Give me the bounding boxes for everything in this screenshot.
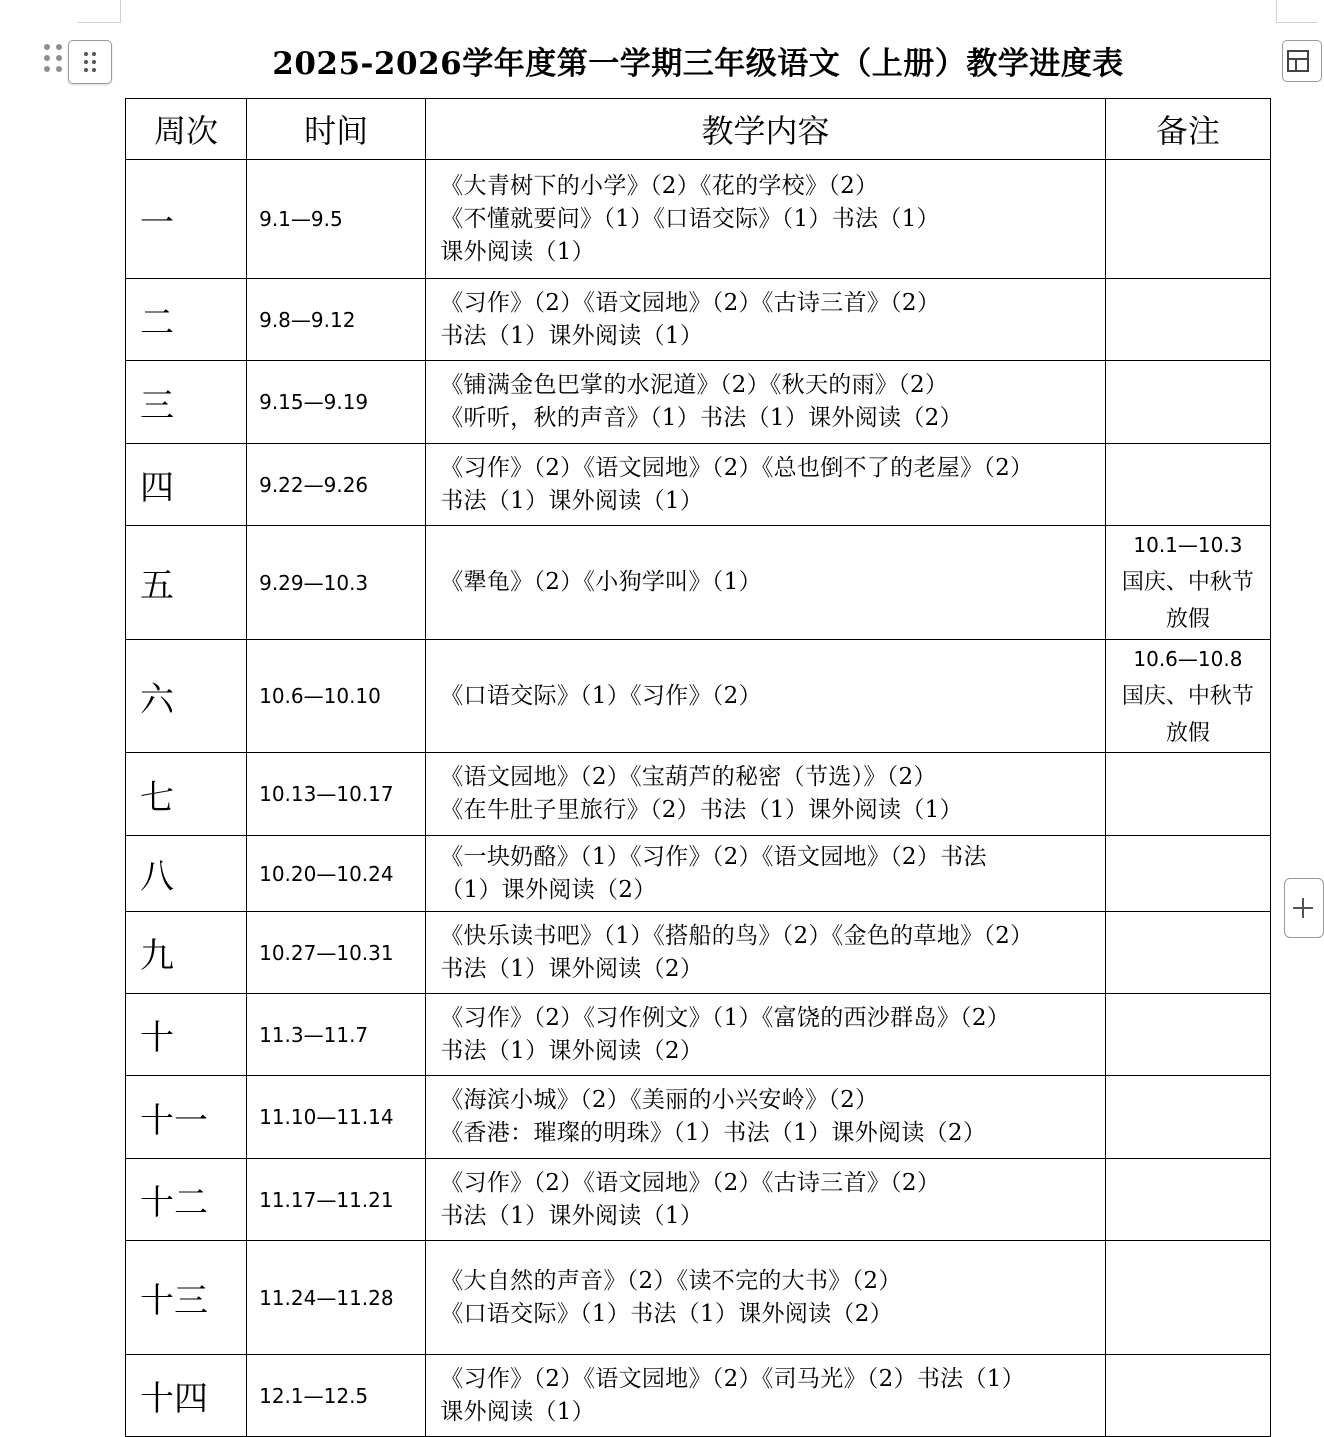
week-cell[interactable]: 十三 xyxy=(126,1241,247,1355)
note-cell[interactable] xyxy=(1105,640,1270,753)
content-cell[interactable] xyxy=(426,160,1106,279)
content-line: 《语文园地》（2）《宝葫芦的秘密（节选）》（2） xyxy=(440,764,937,790)
header-week[interactable]: 周次 xyxy=(126,99,247,160)
week-cell[interactable]: 十二 xyxy=(126,1159,247,1241)
content-cell[interactable] xyxy=(426,361,1106,444)
week-cell[interactable]: 十四 xyxy=(126,1355,247,1437)
content-cell[interactable] xyxy=(426,279,1106,361)
table-move-icon xyxy=(83,51,97,73)
content-line: 《不懂就要问》（1）《口语交际》（1）书法（1） xyxy=(440,205,940,232)
time-cell[interactable]: 11.17—11.21 xyxy=(247,1159,426,1241)
table-row xyxy=(126,526,1271,640)
content-line: 《犟龟》（2）《小狗学叫》（1） xyxy=(440,569,762,595)
table-row xyxy=(126,836,1271,912)
note-cell[interactable] xyxy=(1105,1241,1270,1355)
time-cell[interactable]: 9.29—10.3 xyxy=(247,526,426,640)
content-cell[interactable] xyxy=(426,1241,1106,1355)
note-text: 国庆、中秋节 xyxy=(1121,570,1254,595)
table-row xyxy=(126,279,1271,361)
week-cell[interactable]: 七 xyxy=(126,753,247,836)
note-cell[interactable] xyxy=(1105,753,1270,836)
content-line: 《大青树下的小学》（2）《花的学校》（2） xyxy=(440,172,879,199)
note-cell[interactable] xyxy=(1105,994,1270,1076)
note-cell[interactable] xyxy=(1105,160,1270,279)
side-panel-icon xyxy=(1287,47,1309,75)
time-cell[interactable]: 10.27—10.31 xyxy=(247,912,426,994)
content-line: 书法（1）课外阅读（1） xyxy=(440,322,704,349)
week-cell[interactable]: 二 xyxy=(126,279,247,361)
note-text: 放假 xyxy=(1165,607,1210,632)
content-cell[interactable] xyxy=(426,640,1106,753)
content-line: 《习作》（2）《语文园地》（2）《古诗三首》（2） xyxy=(440,1169,941,1196)
content-line: 《铺满金色巴掌的水泥道》（2）《秋天的雨》（2） xyxy=(440,372,949,398)
table-row xyxy=(126,160,1271,279)
side-panel-button[interactable] xyxy=(1282,40,1322,82)
table-row xyxy=(126,1076,1271,1159)
week-cell[interactable]: 三 xyxy=(126,361,247,444)
content-line: 书法（1）课外阅读（1） xyxy=(440,1202,704,1229)
content-line: 《快乐读书吧》（1）《搭船的鸟》（2）《金色的草地》（2） xyxy=(440,922,1034,949)
content-line: 《习作》（2）《语文园地》（2）《古诗三首》（2） xyxy=(440,289,941,316)
time-cell[interactable]: 10.6—10.10 xyxy=(247,640,426,753)
note-cell[interactable] xyxy=(1105,912,1270,994)
note-date: 10.6—10.8 xyxy=(1133,646,1243,671)
content-cell[interactable] xyxy=(426,444,1106,526)
drag-dots-icon[interactable] xyxy=(44,44,64,76)
plus-icon xyxy=(1291,896,1315,920)
week-cell[interactable]: 一 xyxy=(126,160,247,279)
time-cell[interactable]: 11.10—11.14 xyxy=(247,1076,426,1159)
table-row xyxy=(126,994,1271,1076)
note-text: 国庆、中秋节 xyxy=(1121,683,1254,709)
table-row xyxy=(126,640,1271,753)
note-cell[interactable] xyxy=(1105,1076,1270,1159)
schedule-table xyxy=(125,98,1271,1437)
table-row xyxy=(126,361,1271,444)
table-move-handle[interactable] xyxy=(68,40,112,84)
content-line: 《一块奶酪》（1）《习作》（2）《语文园地》（2）书法 xyxy=(440,843,987,870)
note-cell[interactable] xyxy=(1105,836,1270,912)
note-cell[interactable] xyxy=(1105,279,1270,361)
time-cell[interactable]: 10.20—10.24 xyxy=(247,836,426,912)
week-cell[interactable]: 十 xyxy=(126,994,247,1076)
page-corner-mark-right xyxy=(1276,0,1317,23)
content-line: 《习作》（2）《语文园地》（2）《总也倒不了的老屋》（2） xyxy=(440,454,1034,481)
content-cell[interactable] xyxy=(426,994,1106,1076)
table-row xyxy=(126,444,1271,526)
content-cell[interactable] xyxy=(426,1076,1106,1159)
time-cell[interactable]: 9.15—9.19 xyxy=(247,361,426,444)
week-cell[interactable]: 九 xyxy=(126,912,247,994)
content-line: 《口语交际》（1）《习作》（2） xyxy=(440,682,762,709)
header-time[interactable]: 时间 xyxy=(247,99,426,160)
time-cell[interactable]: 9.22—9.26 xyxy=(247,444,426,526)
content-line: 书法（1）课外阅读（1） xyxy=(440,487,704,514)
week-cell[interactable]: 四 xyxy=(126,444,247,526)
note-cell[interactable] xyxy=(1105,526,1270,640)
time-cell[interactable]: 11.24—11.28 xyxy=(247,1241,426,1355)
content-line: 《香港：璀璨的明珠》（1）书法（1）课外阅读（2） xyxy=(440,1120,987,1146)
content-line: 《在牛肚子里旅行》（2）书法（1）课外阅读（1） xyxy=(440,797,963,823)
content-line: （1）课外阅读（2） xyxy=(440,876,657,903)
page-corner-mark-left xyxy=(78,0,121,23)
week-cell[interactable]: 六 xyxy=(126,640,247,753)
content-line: 课外阅读（1） xyxy=(440,238,595,265)
content-cell[interactable] xyxy=(426,912,1106,994)
note-cell[interactable] xyxy=(1105,1159,1270,1241)
note-date: 10.1—10.3 xyxy=(1133,533,1243,557)
table-body xyxy=(126,160,1271,1437)
time-cell[interactable]: 11.3—11.7 xyxy=(247,994,426,1076)
content-cell[interactable] xyxy=(426,526,1106,640)
note-cell[interactable] xyxy=(1105,361,1270,444)
content-line: 书法（1）课外阅读（2） xyxy=(440,955,704,982)
table-row xyxy=(126,753,1271,836)
content-cell[interactable] xyxy=(426,1159,1106,1241)
document-title: 2025-2026学年度第一学期三年级语文（上册）教学进度表 xyxy=(272,46,1124,82)
content-line: 课外阅读（1） xyxy=(440,1398,595,1425)
content-cell[interactable] xyxy=(426,1355,1106,1437)
note-cell[interactable] xyxy=(1105,444,1270,526)
time-cell[interactable]: 10.13—10.17 xyxy=(247,753,426,836)
content-line: 《口语交际》（1）书法（1）课外阅读（2） xyxy=(440,1300,893,1327)
table-header-row xyxy=(126,99,1271,160)
week-cell[interactable]: 五 xyxy=(126,526,247,640)
table-row xyxy=(126,1159,1271,1241)
content-cell[interactable] xyxy=(426,753,1106,836)
table-row xyxy=(126,1355,1271,1437)
content-line: 《海滨小城》（2）《美丽的小兴安岭》（2） xyxy=(440,1087,879,1113)
add-row-button[interactable] xyxy=(1284,878,1324,938)
note-cell[interactable] xyxy=(1105,1355,1270,1437)
table-row xyxy=(126,1241,1271,1355)
content-line: 书法（1）课外阅读（2） xyxy=(440,1037,704,1064)
header-content[interactable]: 教学内容 xyxy=(426,99,1106,160)
content-line: 《听听，秋的声音》（1）书法（1）课外阅读（2） xyxy=(440,405,963,431)
content-cell[interactable] xyxy=(426,836,1106,912)
time-cell[interactable]: 9.8—9.12 xyxy=(247,279,426,361)
week-cell[interactable]: 八 xyxy=(126,836,247,912)
time-cell[interactable]: 9.1—9.5 xyxy=(247,160,426,279)
content-line: 《大自然的声音》（2）《读不完的大书》（2） xyxy=(440,1267,902,1294)
content-line: 《习作》（2）《语文园地》（2）《司马光》（2）书法（1） xyxy=(440,1365,1025,1392)
note-text: 放假 xyxy=(1165,720,1210,746)
time-cell[interactable]: 12.1—12.5 xyxy=(247,1355,426,1437)
table-row xyxy=(126,912,1271,994)
header-note[interactable]: 备注 xyxy=(1105,99,1270,160)
week-cell[interactable]: 十一 xyxy=(126,1076,247,1159)
content-line: 《习作》（2）《习作例文》（1）《富饶的西沙群岛》（2） xyxy=(440,1004,1011,1031)
